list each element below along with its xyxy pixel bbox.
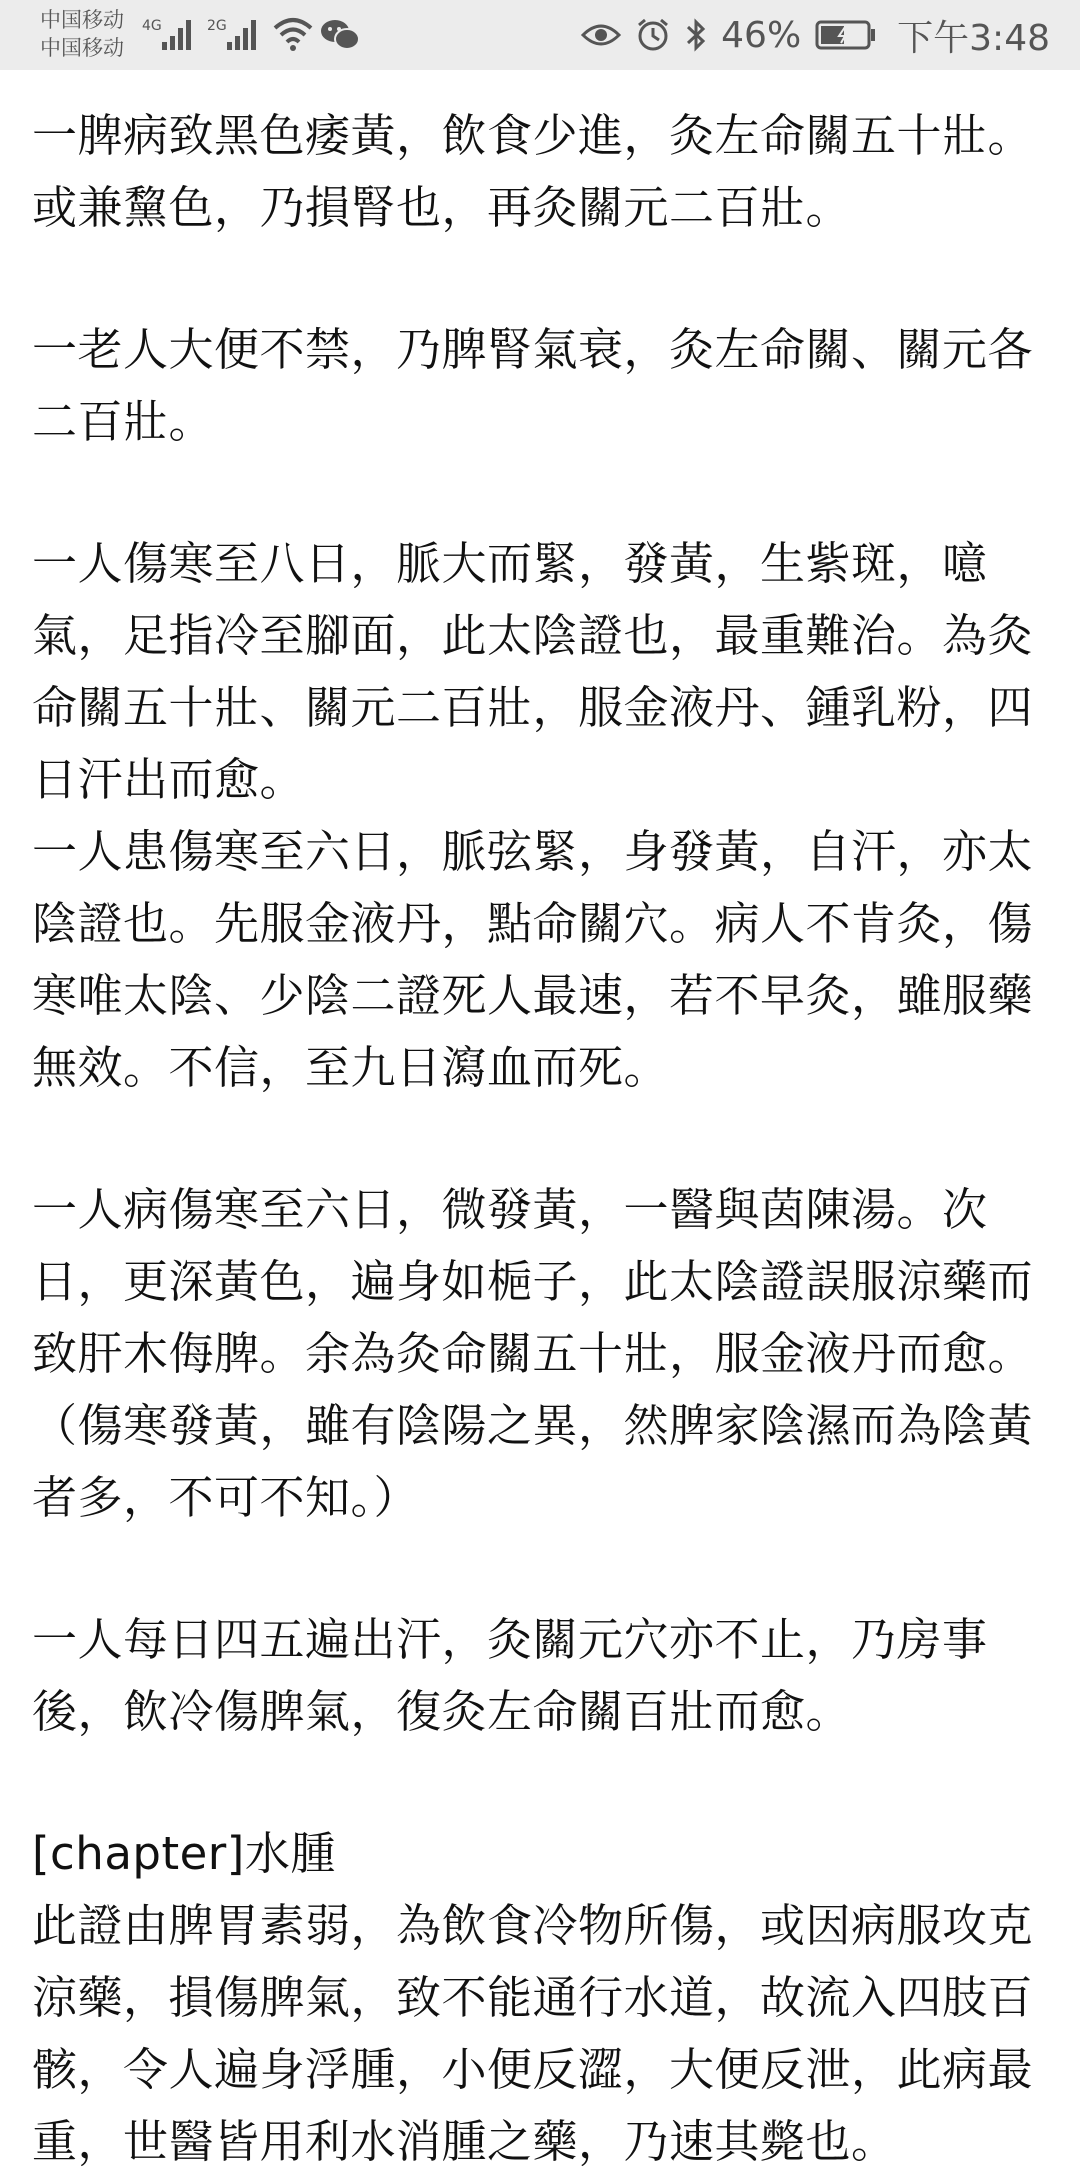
paragraph-gap <box>32 244 1052 314</box>
paragraph-2: 一老人大便不禁，乃脾腎氣衰，灸左命關、關元各二百壯。 <box>32 323 1034 448</box>
carrier-1: 中国移动 <box>40 8 124 32</box>
status-right <box>581 0 1050 70</box>
wifi-icon <box>272 16 314 56</box>
bluetooth-icon <box>685 17 707 53</box>
paragraph-gap <box>32 1534 1052 1604</box>
wechat-icon <box>320 18 360 58</box>
paragraph-gap <box>32 1748 1052 1818</box>
paragraph-6: 一人每日四五遍出汗，灸關元穴亦不止，乃房事後，飲冷傷脾氣，復灸左命關百壯而愈。 <box>32 1613 988 1738</box>
battery-icon <box>815 19 877 51</box>
signal-2g-icon <box>205 14 265 54</box>
network-2-label: 2G <box>207 18 227 34</box>
status-bar <box>0 0 1080 70</box>
carrier-2: 中国移动 <box>40 36 124 60</box>
clock-time: 下午3:48 <box>897 17 1050 59</box>
battery-percent: 46% <box>721 14 802 56</box>
paragraph-3: 一人傷寒至八日，脈大而緊，發黃，生紫斑，噫氣，足指冷至腳面，此太陰證也，最重難治。為灸命關五十壯、關元二百壯，服金液丹、鍾乳粉，四日汗出而愈。 <box>32 537 1034 806</box>
reader-content[interactable] <box>32 100 1052 2178</box>
network-1-label: 4G <box>142 18 162 34</box>
signal-4g-icon <box>140 14 200 54</box>
chapter-heading: [chapter]水腫 <box>32 1827 336 1880</box>
eye-icon <box>581 21 621 49</box>
paragraph-5: 一人病傷寒至六日，微發黃，一醫與茵陳湯。次日，更深黃色，遍身如梔子，此太陰證誤服涼藥而致肝木侮脾。余為灸命關五十壯，服金液丹而愈。（傷寒發黃，雖有陰陽之異，然脾家陰濕而為陰黃者多，不可不知。） <box>32 1183 1034 1524</box>
carrier-labels <box>40 6 124 62</box>
paragraph-1: 一脾病致黑色痿黃，飲食少進，灸左命關五十壯。或兼黧色，乃損腎也，再灸關元二百壯。 <box>32 109 1034 234</box>
paragraph-gap <box>32 1104 1052 1174</box>
alarm-icon <box>635 17 671 53</box>
paragraph-7: 此證由脾胃素弱，為飲食冷物所傷，或因病服攻克涼藥，損傷脾氣，致不能通行水道，故流入四肢百骸，令人遍身浮腫，小便反澀，大便反泄，此病最重，世醫皆用利水消腫之藥，乃速其斃也。 <box>32 1899 1034 2168</box>
paragraph-4: 一人患傷寒至六日，脈弦緊，身發黃，自汗，亦太陰證也。先服金液丹，點命關穴。病人不肯灸，傷寒唯太陰、少陰二證死人最速，若不早灸，雖服藥無效。不信，至九日瀉血而死。 <box>32 825 1034 1094</box>
paragraph-gap <box>32 458 1052 528</box>
